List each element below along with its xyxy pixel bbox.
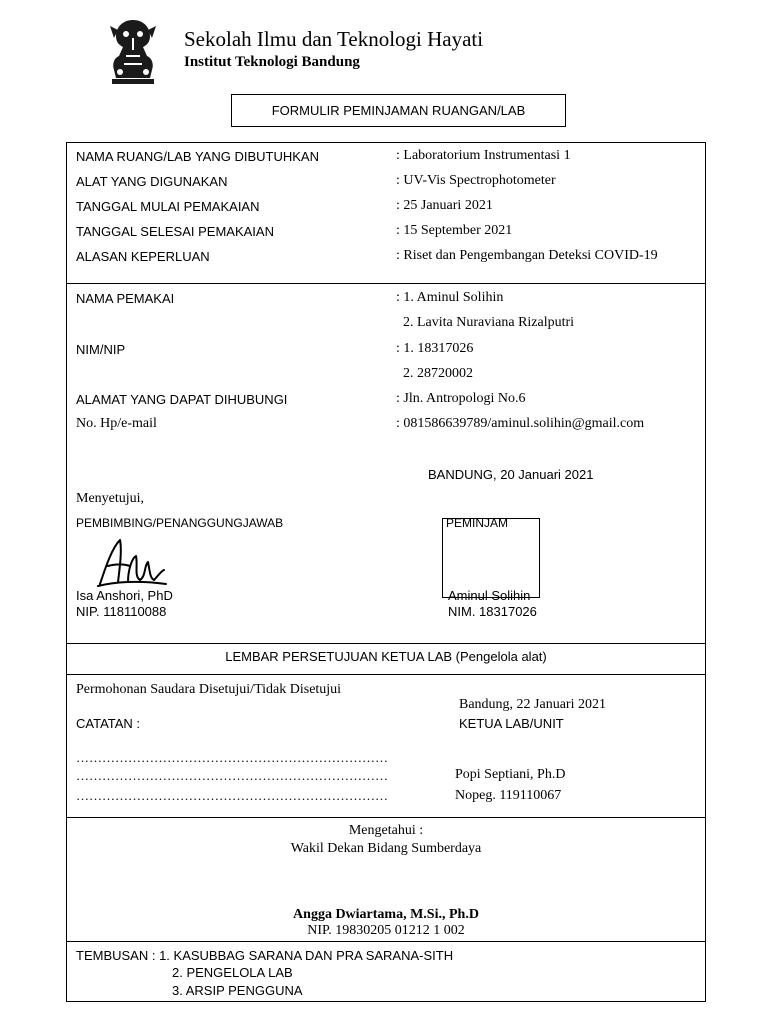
borrower-name: Aminul Solihin (448, 588, 531, 603)
form-title: FORMULIR PEMINJAMAN RUANGAN/LAB (271, 103, 526, 118)
approval-role: KETUA LAB/UNIT (459, 716, 564, 731)
borrower-title: PEMINJAM (446, 516, 509, 530)
approval-heading: LEMBAR PERSETUJUAN KETUA LAB (Pengelola alat) (225, 649, 547, 664)
nim-1: : 1. 18317026 (396, 341, 474, 356)
divider-acknowledgement (66, 941, 706, 942)
start-date-value: : 25 Januari 2021 (396, 198, 493, 213)
borrower-signature-box (442, 518, 540, 598)
signing-place-date: BANDUNG, 20 Januari 2021 (428, 467, 594, 482)
notes-label: CATATAN : (76, 716, 141, 731)
user-name-2: 2. Lavita Nuraviana Rizalputri (403, 315, 575, 330)
acknowledgement-role: Wakil Dekan Bidang Sumberdaya (290, 841, 482, 856)
start-date-label: TANGGAL MULAI PEMAKAIAN (76, 199, 260, 214)
reason-label: ALASAN KEPERLUAN (76, 249, 210, 264)
approval-nopeg: Nopeg. 119110067 (455, 788, 562, 803)
copies-item-2: 2. PENGELOLA LAB (172, 965, 293, 980)
contact-value: : 081586639789/aminul.solihin@gmail.com (396, 416, 645, 431)
supervisor-signature (94, 536, 174, 590)
approval-name: Popi Septiani, Ph.D (455, 767, 566, 782)
user-name-1: : 1. Aminul Solihin (396, 290, 504, 305)
nim-2: 2. 28720002 (403, 366, 473, 381)
end-date-value: : 15 September 2021 (396, 223, 513, 238)
divider-approval (66, 817, 706, 818)
copies-label: TEMBUSAN : 1. KASUBBAG SARANA DAN PRA SARANA-SITH (76, 948, 454, 963)
borrower-nim: NIM. 18317026 (448, 604, 537, 619)
user-name-label: NAMA PEMAKAI (76, 291, 175, 306)
address-value: : Jln. Antropologi No.6 (396, 391, 526, 406)
lab-name-value: : Laboratorium Instrumentasi 1 (396, 148, 571, 163)
institute-name: Institut Teknologi Bandung (184, 54, 360, 70)
notes-line-1: ……………………………………………………………… (76, 750, 388, 765)
tool-value: : UV-Vis Spectrophotometer (396, 173, 556, 188)
acknowledgement-nip: NIP. 19830205 01212 1 002 (307, 923, 465, 938)
notes-line-2: ……………………………………………………………… (76, 768, 388, 783)
end-date-label: TANGGAL SELESAI PEMAKAIAN (76, 224, 274, 239)
divider-usage (66, 283, 706, 284)
divider-approval-heading (66, 674, 706, 675)
supervisor-title: PEMBIMBING/PENANGGUNGJAWAB (76, 516, 284, 530)
reason-value: : Riset dan Pengembangan Deteksi COVID-19 (396, 248, 658, 263)
contact-label: No. Hp/e-mail (76, 416, 157, 431)
acknowledgement-label: Mengetahui : (348, 823, 424, 838)
supervisor-name: Isa Anshori, PhD (76, 588, 173, 603)
address-label: ALAMAT YANG DAPAT DIHUBUNGI (76, 392, 288, 407)
itb-logo (104, 16, 162, 88)
divider-signatures (66, 643, 706, 644)
approval-request-line: Permohonan Saudara Disetujui/Tidak Disetujui (76, 682, 342, 697)
notes-line-3: ……………………………………………………………… (76, 788, 388, 803)
agree-label: Menyetujui, (76, 491, 145, 506)
acknowledgement-name: Angga Dwiartama, M.Si., Ph.D (293, 907, 479, 922)
approval-place-date: Bandung, 22 Januari 2021 (459, 697, 606, 712)
school-name: Sekolah Ilmu dan Teknologi Hayati (184, 27, 484, 51)
lab-name-label: NAMA RUANG/LAB YANG DIBUTUHKAN (76, 149, 319, 164)
nim-label: NIM/NIP (76, 342, 126, 357)
supervisor-nip: NIP. 118110088 (76, 604, 167, 619)
copies-item-3: 3. ARSIP PENGGUNA (172, 983, 303, 998)
tool-label: ALAT YANG DIGUNAKAN (76, 174, 228, 189)
